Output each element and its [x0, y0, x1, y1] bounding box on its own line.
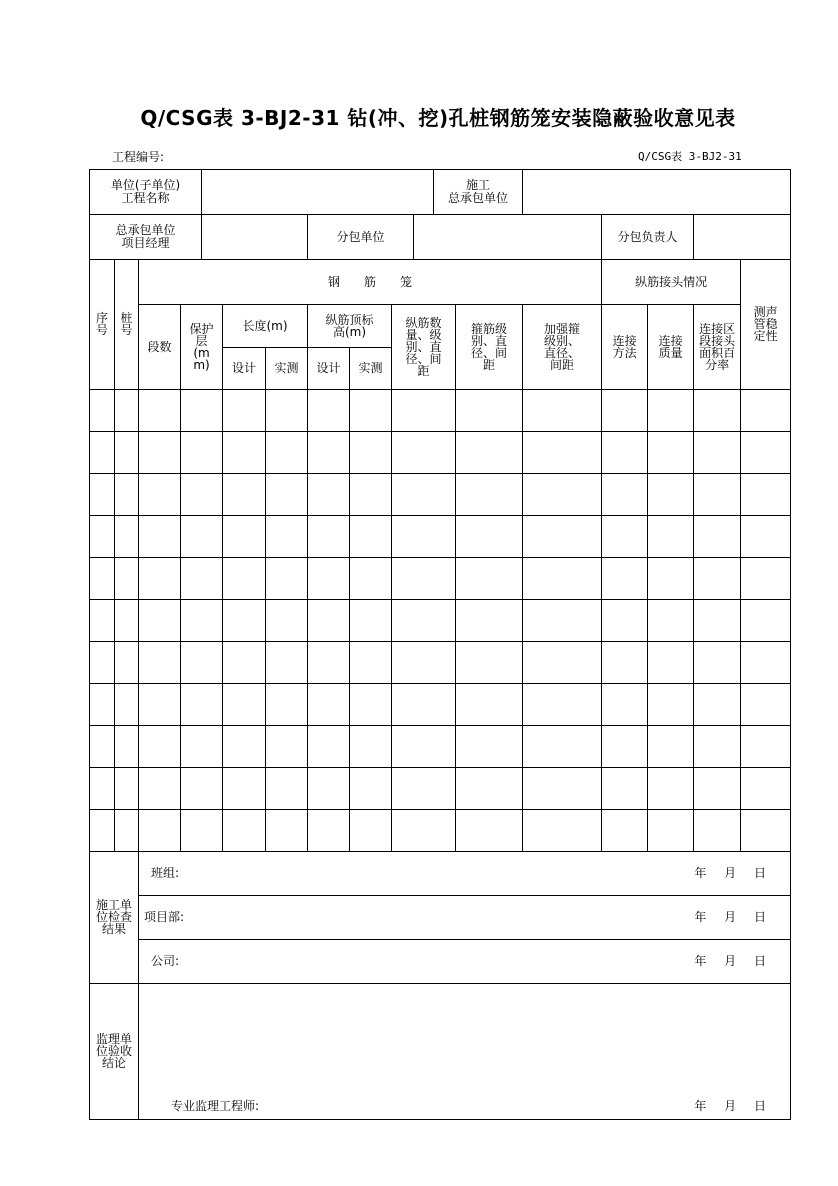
table-cell[interactable] — [648, 390, 694, 432]
table-cell[interactable] — [139, 684, 181, 726]
table-cell[interactable] — [523, 516, 602, 558]
table-cell[interactable] — [392, 600, 456, 642]
table-cell[interactable] — [266, 810, 308, 852]
table-cell[interactable] — [694, 600, 741, 642]
contractor-field[interactable] — [523, 170, 791, 215]
table-cell[interactable] — [741, 432, 791, 474]
table-cell[interactable] — [266, 558, 308, 600]
table-cell[interactable] — [456, 810, 523, 852]
table-cell[interactable] — [266, 600, 308, 642]
table-cell[interactable] — [741, 726, 791, 768]
table-cell[interactable] — [308, 558, 350, 600]
table-cell[interactable] — [115, 474, 139, 516]
table-cell[interactable] — [648, 810, 694, 852]
table-cell[interactable] — [223, 684, 266, 726]
table-cell[interactable] — [392, 726, 456, 768]
table-cell[interactable] — [741, 600, 791, 642]
table-cell[interactable] — [308, 390, 350, 432]
table-cell[interactable] — [90, 810, 115, 852]
table-cell[interactable] — [741, 768, 791, 810]
form-code: Q/CSG表 3-BJ2-31 — [638, 150, 742, 163]
table-row — [90, 726, 791, 768]
table-cell[interactable] — [392, 642, 456, 684]
table-cell[interactable] — [648, 558, 694, 600]
table-cell[interactable] — [523, 642, 602, 684]
dept-sign-field[interactable]: 项目部: 年 月 日 — [139, 896, 791, 940]
table-cell[interactable] — [602, 432, 648, 474]
table-cell[interactable] — [456, 642, 523, 684]
table-cell[interactable] — [694, 558, 741, 600]
project-no-label: 工程编号: — [112, 150, 165, 164]
table-cell[interactable] — [350, 684, 392, 726]
table-cell[interactable] — [694, 432, 741, 474]
table-cell[interactable] — [602, 516, 648, 558]
table-cell[interactable] — [90, 726, 115, 768]
table-cell[interactable] — [350, 600, 392, 642]
table-cell[interactable] — [115, 726, 139, 768]
table-cell[interactable] — [648, 768, 694, 810]
table-cell[interactable] — [741, 516, 791, 558]
table-cell[interactable] — [139, 432, 181, 474]
table-cell[interactable] — [181, 474, 223, 516]
table-cell[interactable] — [181, 768, 223, 810]
table-cell[interactable] — [602, 474, 648, 516]
table-cell[interactable] — [139, 516, 181, 558]
table-cell[interactable] — [350, 474, 392, 516]
table-cell[interactable] — [741, 684, 791, 726]
table-cell[interactable] — [602, 810, 648, 852]
table-cell[interactable] — [392, 768, 456, 810]
table-cell[interactable] — [308, 684, 350, 726]
table-cell[interactable] — [90, 768, 115, 810]
table-cell[interactable] — [115, 516, 139, 558]
table-cell[interactable] — [523, 768, 602, 810]
company-sign-field[interactable]: 公司: 年 月 日 — [139, 940, 791, 984]
table-cell[interactable] — [266, 474, 308, 516]
table-cell[interactable] — [181, 558, 223, 600]
table-cell[interactable] — [350, 516, 392, 558]
table-cell[interactable] — [223, 726, 266, 768]
table-row — [90, 474, 791, 516]
table-cell[interactable] — [648, 516, 694, 558]
table-cell[interactable] — [308, 642, 350, 684]
table-cell[interactable] — [456, 600, 523, 642]
table-cell[interactable] — [523, 726, 602, 768]
table-cell[interactable] — [741, 810, 791, 852]
table-cell[interactable] — [392, 684, 456, 726]
table-cell[interactable] — [139, 474, 181, 516]
table-cell[interactable] — [694, 726, 741, 768]
table-cell[interactable] — [115, 390, 139, 432]
table-row — [90, 432, 791, 474]
table-cell[interactable] — [523, 474, 602, 516]
table-cell[interactable] — [223, 558, 266, 600]
form-title: Q/CSG表 3-BJ2-31 钻(冲、挖)孔桩钢筋笼安装隐蔽验收意见表 — [140, 106, 736, 130]
table-cell[interactable] — [181, 516, 223, 558]
table-cell[interactable] — [741, 474, 791, 516]
table-row — [90, 642, 791, 684]
table-cell[interactable] — [308, 432, 350, 474]
table-cell[interactable] — [350, 726, 392, 768]
table-cell[interactable] — [456, 432, 523, 474]
table-cell[interactable] — [523, 684, 602, 726]
table-cell[interactable] — [223, 474, 266, 516]
table-cell[interactable] — [181, 600, 223, 642]
table-cell[interactable] — [181, 684, 223, 726]
table-cell[interactable] — [139, 390, 181, 432]
table-cell[interactable] — [648, 432, 694, 474]
table-cell[interactable] — [90, 516, 115, 558]
table-cell[interactable] — [90, 684, 115, 726]
table-cell[interactable] — [266, 642, 308, 684]
table-cell[interactable] — [694, 768, 741, 810]
table-cell[interactable] — [181, 642, 223, 684]
table-cell[interactable] — [523, 558, 602, 600]
table-cell[interactable] — [115, 768, 139, 810]
supervision-field[interactable]: 专业监理工程师: 年 月 日 — [139, 984, 791, 1120]
table-cell[interactable] — [115, 600, 139, 642]
table-cell[interactable] — [266, 684, 308, 726]
table-cell[interactable] — [694, 516, 741, 558]
table-row — [90, 558, 791, 600]
table-cell[interactable] — [602, 684, 648, 726]
table-cell[interactable] — [266, 726, 308, 768]
table-cell[interactable] — [523, 390, 602, 432]
table-cell[interactable] — [350, 642, 392, 684]
table-cell[interactable] — [139, 600, 181, 642]
table-cell[interactable] — [694, 390, 741, 432]
table-cell[interactable] — [392, 390, 456, 432]
table-cell[interactable] — [456, 684, 523, 726]
table-cell[interactable] — [392, 810, 456, 852]
table-cell[interactable] — [90, 600, 115, 642]
table-cell[interactable] — [223, 810, 266, 852]
table-cell[interactable] — [602, 558, 648, 600]
unit-name-field[interactable] — [202, 170, 434, 215]
table-cell[interactable] — [308, 474, 350, 516]
table-cell[interactable] — [350, 558, 392, 600]
table-cell[interactable] — [115, 642, 139, 684]
table-cell[interactable] — [181, 810, 223, 852]
table-cell[interactable] — [648, 474, 694, 516]
table-cell[interactable] — [648, 684, 694, 726]
table-row — [90, 516, 791, 558]
table-cell[interactable] — [90, 390, 115, 432]
table-cell[interactable] — [456, 516, 523, 558]
table-cell[interactable] — [223, 600, 266, 642]
table-cell[interactable] — [456, 390, 523, 432]
table-cell[interactable] — [308, 726, 350, 768]
table-cell[interactable] — [523, 810, 602, 852]
table-cell[interactable] — [223, 768, 266, 810]
table-cell[interactable] — [115, 432, 139, 474]
table-cell[interactable] — [139, 726, 181, 768]
table-cell[interactable] — [139, 558, 181, 600]
table-cell[interactable] — [181, 432, 223, 474]
table-cell[interactable] — [308, 600, 350, 642]
table-cell[interactable] — [115, 684, 139, 726]
table-cell[interactable] — [266, 768, 308, 810]
table-cell[interactable] — [741, 558, 791, 600]
table-cell[interactable] — [223, 390, 266, 432]
table-cell[interactable] — [266, 516, 308, 558]
table-cell[interactable] — [602, 642, 648, 684]
table-cell[interactable] — [602, 390, 648, 432]
table-cell[interactable] — [456, 726, 523, 768]
table-row — [90, 390, 791, 432]
table-cell[interactable] — [456, 474, 523, 516]
table-cell[interactable] — [648, 600, 694, 642]
table-cell[interactable] — [602, 600, 648, 642]
table-cell[interactable] — [90, 558, 115, 600]
table-cell[interactable] — [392, 474, 456, 516]
table-cell[interactable] — [181, 390, 223, 432]
table-cell[interactable] — [308, 516, 350, 558]
table-cell[interactable] — [648, 642, 694, 684]
table-cell[interactable] — [694, 642, 741, 684]
table-cell[interactable] — [223, 516, 266, 558]
table-cell[interactable] — [90, 642, 115, 684]
table-cell[interactable] — [350, 810, 392, 852]
table-row — [90, 600, 791, 642]
pm-field[interactable] — [202, 215, 308, 260]
table-cell[interactable] — [350, 432, 392, 474]
table-cell[interactable] — [456, 558, 523, 600]
table-cell[interactable] — [523, 600, 602, 642]
table-cell[interactable] — [350, 390, 392, 432]
table-cell[interactable] — [648, 726, 694, 768]
table-cell[interactable] — [392, 558, 456, 600]
table-cell[interactable] — [694, 684, 741, 726]
table-cell[interactable] — [115, 558, 139, 600]
table-cell[interactable] — [602, 768, 648, 810]
sign-table: 施工单位检查结果 班组: 年 月 日 项目部: 年 月 日 公司: 年 月 日 监理单位验收结论 专业监理工程师: 年 月 日 — [89, 851, 791, 1120]
table-cell[interactable] — [90, 474, 115, 516]
table-cell[interactable] — [602, 726, 648, 768]
info-table: 单位(子单位) 工程名称 施工 总承包单位 总承包单位 项目经理 分包单位 分包负责人 — [89, 169, 791, 260]
main-table: 序号 桩号 钢 筋 笼 纵筋接头情况 测声管稳定性 段数 保护层(mm) 长度(m) 纵筋顶标高(m) 纵筋数量、级别、直径、间距 箍筋级别、直径、间距 加强箍级别、直径、间距 连接方法 连接质量 连接区段接头面积百分率 设计 实测 设计 实测 — [89, 259, 791, 852]
table-cell[interactable] — [456, 768, 523, 810]
table-cell[interactable] — [139, 810, 181, 852]
team-sign-field[interactable]: 班组: 年 月 日 — [139, 852, 791, 896]
table-cell[interactable] — [741, 390, 791, 432]
table-cell[interactable] — [694, 474, 741, 516]
table-row — [90, 810, 791, 852]
table-cell[interactable] — [139, 642, 181, 684]
table-cell[interactable] — [223, 642, 266, 684]
table-cell[interactable] — [181, 726, 223, 768]
table-cell[interactable] — [308, 810, 350, 852]
table-cell[interactable] — [115, 810, 139, 852]
table-cell[interactable] — [741, 642, 791, 684]
table-cell[interactable] — [266, 432, 308, 474]
table-cell[interactable] — [523, 432, 602, 474]
table-cell[interactable] — [139, 768, 181, 810]
sub-head-field[interactable] — [694, 215, 791, 260]
table-row — [90, 684, 791, 726]
table-cell[interactable] — [392, 516, 456, 558]
table-cell[interactable] — [266, 390, 308, 432]
table-cell[interactable] — [90, 432, 115, 474]
table-cell[interactable] — [308, 768, 350, 810]
table-cell[interactable] — [694, 810, 741, 852]
table-cell[interactable] — [392, 432, 456, 474]
table-row — [90, 768, 791, 810]
sub-unit-field[interactable] — [414, 215, 602, 260]
table-cell[interactable] — [350, 768, 392, 810]
table-cell[interactable] — [223, 432, 266, 474]
